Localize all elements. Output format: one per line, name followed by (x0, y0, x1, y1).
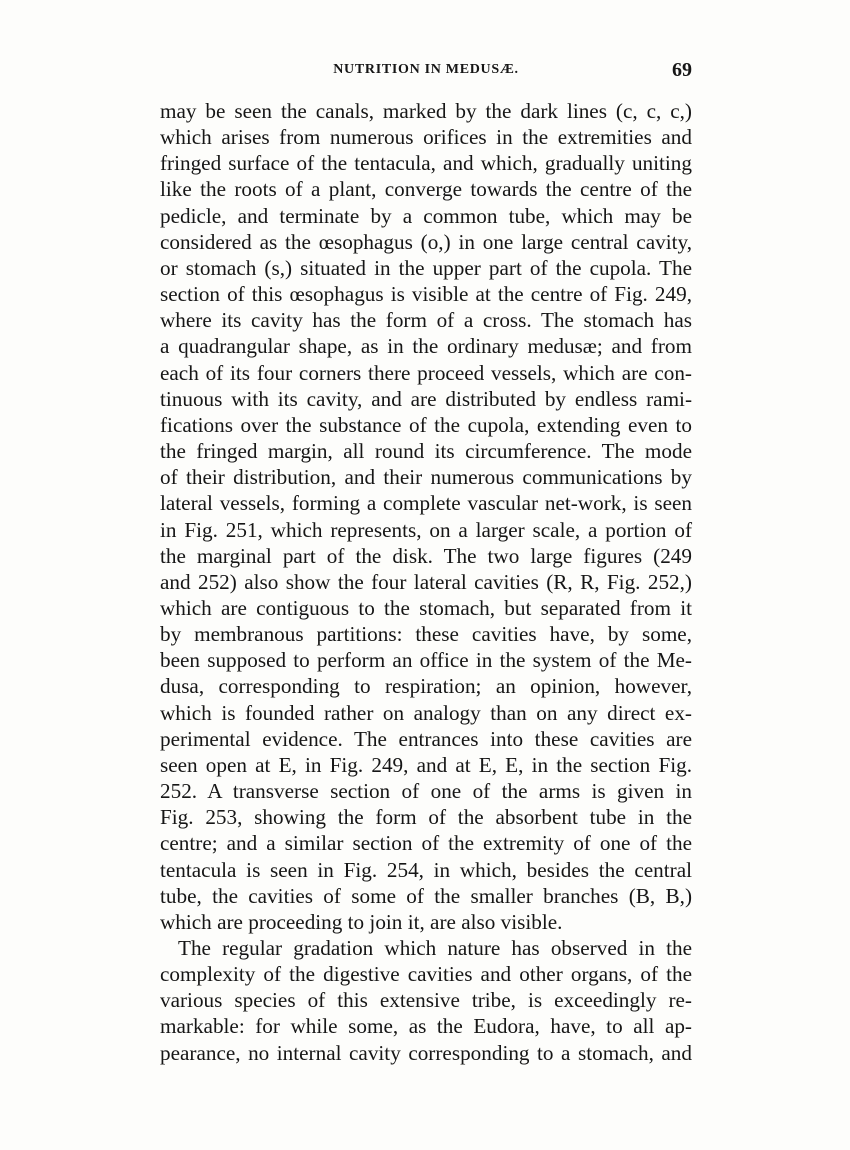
text-line: lateral vessels, forming a complete vascular net-work, is seen (160, 491, 692, 516)
text-line: Fig. 253, showing the form of the absorbent tube in the (160, 805, 692, 830)
text-line: which arises from numerous orifices in the extremities and (160, 125, 692, 150)
text-line: like the roots of a plant, converge towards the centre of the (160, 177, 692, 202)
text-line: The regular gradation which nature has observed in the (178, 936, 692, 960)
running-head (160, 59, 692, 86)
text-line: perimental evidence. The entrances into these cavities are (160, 726, 692, 751)
text-line: where its cavity has the form of a cross. The stomach has (160, 308, 692, 333)
text-line: pearance, no internal cavity corresponding to a stomach, and (160, 1040, 692, 1065)
text-line: may be seen the canals, marked by the dark lines (c, c, c,) (160, 99, 692, 123)
text-line: tube, the cavities of some of the smaller branches (B, B,) (160, 883, 692, 908)
text-line: in Fig. 251, which represents, on a larger scale, a portion of (160, 517, 692, 542)
text-line: centre; and a similar section of the extremity of one of the (160, 831, 692, 856)
text-line: section of this œsophagus is visible at the centre of Fig. 249, (160, 282, 692, 307)
text-line: 252. A transverse section of one of the arms is given in (160, 779, 692, 804)
text-line: tinuous with its cavity, and are distributed by endless rami- (160, 386, 692, 411)
text-line: seen open at E, in Fig. 249, and at E, E, in the section Fig. (160, 752, 692, 777)
text-line: tentacula is seen in Fig. 254, in which, besides the central (160, 857, 692, 882)
text-line: been supposed to perform an office in the system of the Me- (160, 648, 692, 673)
running-title: NUTRITION IN MEDUSÆ. (333, 62, 519, 77)
paragraph (160, 98, 692, 935)
paragraph (160, 935, 692, 1066)
text-line: pedicle, and terminate by a common tube, which may be (160, 203, 692, 228)
page-number: 69 (672, 59, 692, 81)
text-line: fringed surface of the tentacula, and which, gradually uniting (160, 151, 692, 176)
text-line: complexity of the digestive cavities and other organs, of the (160, 962, 692, 987)
text-line: fications over the substance of the cupola, extending even to (160, 412, 692, 437)
text-line: each of its four corners there proceed vessels, which are con- (160, 360, 692, 385)
text-line: which is founded rather on analogy than on any direct ex- (160, 700, 692, 725)
text-line: or stomach (s,) situated in the upper part of the cupola. The (160, 255, 692, 280)
text-line: of their distribution, and their numerous communications by (160, 465, 692, 490)
text-line: and 252) also show the four lateral cavities (R, R, Fig. 252,) (160, 569, 692, 594)
text-line: markable: for while some, as the Eudora, have, to all ap- (160, 1014, 692, 1039)
text-line: which are contiguous to the stomach, but separated from it (160, 595, 692, 620)
text-line: the fringed margin, all round its circumference. The mode (160, 439, 692, 464)
text-line: dusa, corresponding to respiration; an opinion, however, (160, 674, 692, 699)
text-line: by membranous partitions: these cavities have, by some, (160, 622, 692, 647)
text-line: considered as the œsophagus (o,) in one large central cavity, (160, 229, 692, 254)
text-line: a quadrangular shape, as in the ordinary medusæ; and from (160, 334, 692, 359)
text-line: various species of this extensive tribe, is exceedingly re- (160, 988, 692, 1013)
text-line: the marginal part of the disk. The two large figures (249 (160, 543, 692, 568)
body-text (160, 98, 692, 1066)
text-line: which are proceeding to join it, are also visible. (160, 909, 563, 934)
